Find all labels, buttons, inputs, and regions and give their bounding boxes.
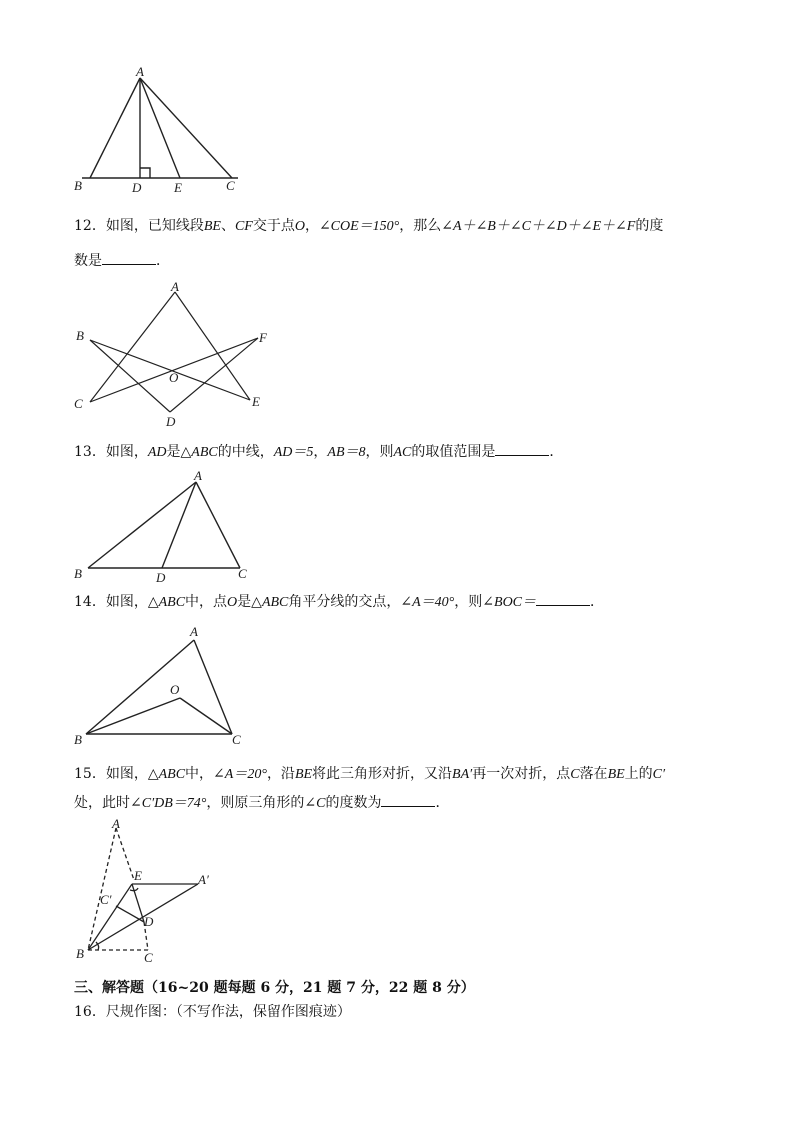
figure-q14 <box>70 620 270 748</box>
answer-blank-13[interactable] <box>495 441 549 456</box>
label-b: B <box>74 566 82 581</box>
label-d: D <box>144 914 154 929</box>
segment-bo <box>86 698 180 734</box>
label-a: A <box>190 624 198 639</box>
label-a: A <box>171 282 179 294</box>
label-c: C <box>74 396 83 411</box>
segment-ab <box>90 78 140 178</box>
segment-ac <box>196 482 240 568</box>
label-a: A <box>136 64 144 79</box>
segment-ab-dashed <box>88 828 116 950</box>
question-15: 15．如图，△ABC中，∠A＝20°，沿BE将此三角形对折，又沿BA′再一次对折，点C落在BE上的C′ <box>74 766 666 782</box>
label-c: C <box>144 950 153 965</box>
label-c: C <box>226 178 235 193</box>
label-c-prime: C′ <box>100 892 112 907</box>
label-b: B <box>74 178 82 193</box>
label-b: B <box>76 328 84 343</box>
label-e: E <box>134 868 142 883</box>
question-15-line2: 处，此时∠C′DB＝74°，则原三角形的∠C的度数为 ． <box>74 792 734 815</box>
answer-blank-12[interactable] <box>102 250 156 265</box>
figure-q13 <box>70 468 270 584</box>
label-e: E <box>174 180 182 195</box>
answer-blank-14[interactable] <box>536 591 590 606</box>
section-heading: 三、解答题（16~20 题每题 6 分，21 题 7 分，22 题 8 分） <box>74 980 475 996</box>
label-a: A <box>112 818 120 831</box>
label-a-prime: A′ <box>198 872 209 887</box>
question-13: 13．如图，AD是△ABC的中线，AD＝5，AB＝8，则AC的取值范围是 ． <box>74 441 734 464</box>
label-f: F <box>259 330 267 345</box>
question-14: 14．如图，△ABC中，点O是△ABC角平分线的交点，∠A＝40°，则∠BOC＝ ． <box>74 591 734 614</box>
figure-q12 <box>70 282 270 432</box>
segment-ae-dashed <box>116 828 134 880</box>
label-c: C <box>238 566 247 581</box>
segment-ae <box>140 78 180 178</box>
segment-ae <box>175 292 250 400</box>
question-12: 12．如图，已知线段BE、CF交于点O，∠COE＝150°，那么∠A＋∠B＋∠C＋∠D＋∠E＋∠F的度 <box>74 218 664 234</box>
question-16: 16．尺规作图：（不写作法，保留作图痕迹） <box>74 1004 351 1020</box>
label-b: B <box>76 946 84 961</box>
label-d: D <box>166 414 176 429</box>
right-angle-mark <box>140 168 150 178</box>
answer-blank-15[interactable] <box>381 792 435 807</box>
question-12-line2: 数是 ． <box>74 250 734 272</box>
label-b: B <box>74 732 82 747</box>
label-d: D <box>156 570 166 584</box>
label-c: C <box>232 732 241 747</box>
label-o: O <box>170 682 180 697</box>
label-o: O <box>169 370 179 385</box>
segment-ac <box>140 78 232 178</box>
label-d: D <box>132 180 142 195</box>
label-e: E <box>252 394 260 409</box>
label-a: A <box>194 468 202 483</box>
segment-ab <box>88 482 196 568</box>
figure-q11 <box>70 62 270 196</box>
segment-ac <box>194 640 232 734</box>
figure-q15 <box>70 818 230 968</box>
